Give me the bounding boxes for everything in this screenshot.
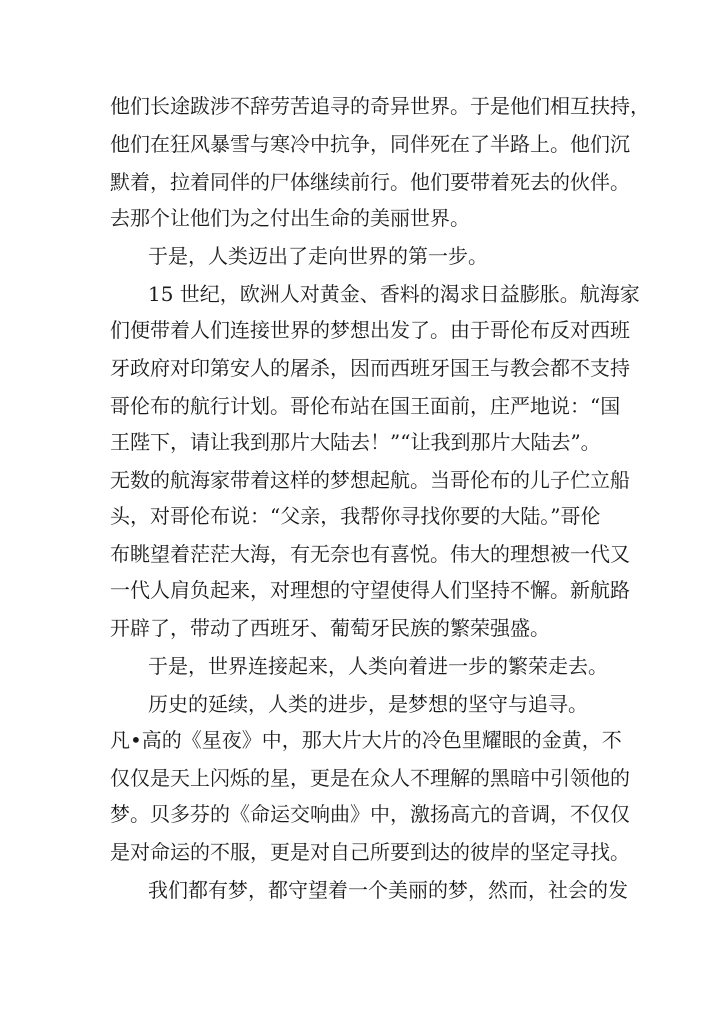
text-line: 牙政府对印第安人的屠杀，因而西班牙国王与教会都不支持 xyxy=(110,356,630,380)
text-line: 是对命运的不服，更是对自己所要到达的彼岸的坚定寻找。 xyxy=(110,840,630,864)
text-line: 他们长途跋涉不辞劳苦追寻的奇异世界。于是他们相互扶持， xyxy=(110,94,650,118)
paragraph-start-line: 历史的延续，人类的进步，是梦想的坚守与追寻。 xyxy=(148,692,588,716)
paragraph-start-line: 于是，人类迈出了走向世界的第一步。 xyxy=(148,244,488,268)
text-line: 开辟了，带动了西班牙、葡萄牙民族的繁荣强盛。 xyxy=(110,616,550,640)
text-line: 去那个让他们为之付出生命的美丽世界。 xyxy=(110,206,470,230)
text-line: 哥伦布的航行计划。哥伦布站在国王面前，庄严地说：“国 xyxy=(110,394,621,418)
text-line: 无数的航海家带着这样的梦想起航。当哥伦布的儿子伫立船 xyxy=(110,468,630,492)
text-line: 布眺望着茫茫大海，有无奈也有喜悦。伟大的理想被一代又 xyxy=(110,542,630,566)
paragraph-start-line: 15 世纪，欧洲人对黄金、香料的渴求日益膨胀。航海家 xyxy=(148,282,640,306)
paragraph-start-line: 于是，世界连接起来，人类向着进一步的繁荣走去。 xyxy=(148,654,608,678)
text-line: 仅仅是天上闪烁的星，更是在众人不理解的黑暗中引领他的 xyxy=(110,766,630,790)
text-line: 梦。贝多芬的《命运交响曲》中，激扬高亢的音调，不仅仅 xyxy=(110,802,630,826)
text-line: 头，对哥伦布说：“父亲，我帮你寻找你要的大陆。”哥伦 xyxy=(110,504,601,528)
paragraph-start-line: 我们都有梦，都守望着一个美丽的梦，然而，社会的发 xyxy=(148,878,628,902)
text-line: 一代人肩负起来，对理想的守望使得人们坚持不懈。新航路 xyxy=(110,578,630,602)
text-line: 他们在狂风暴雪与寒冷中抗争，同伴死在了半路上。他们沉 xyxy=(110,132,630,156)
text-line: 们便带着人们连接世界的梦想出发了。由于哥伦布反对西班 xyxy=(110,318,630,342)
text-line: 王陛下，请让我到那片大陆去！”“让我到那片大陆去”。 xyxy=(110,430,601,454)
text-line: 凡•高的《星夜》中，那大片大片的冷色里耀眼的金黄，不 xyxy=(110,728,622,752)
text-line: 默着，拉着同伴的尸体继续前行。他们要带着死去的伙伴。 xyxy=(110,170,630,194)
